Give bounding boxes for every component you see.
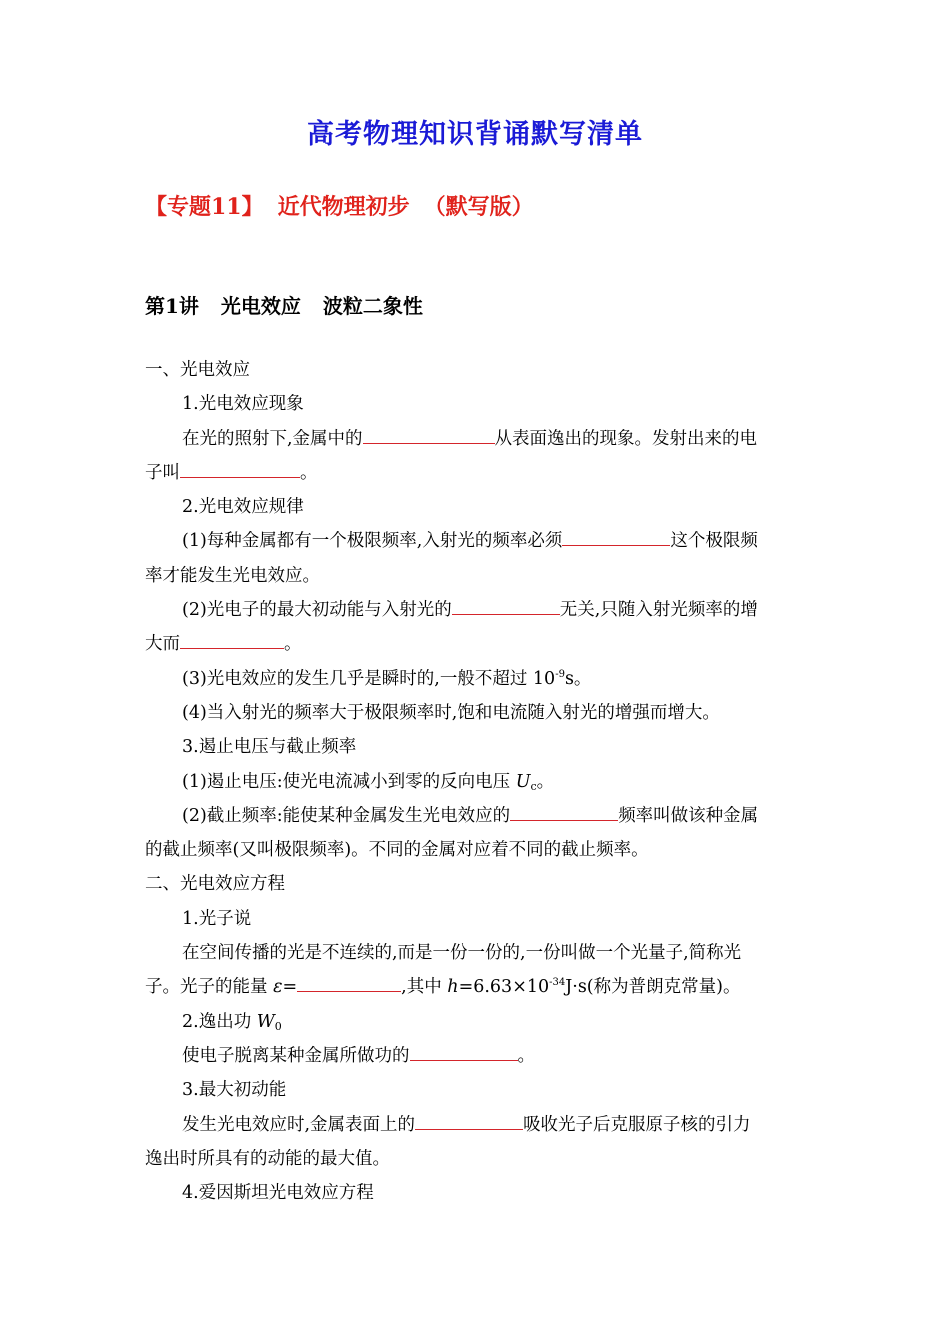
fill-blank[interactable]	[180, 456, 300, 478]
paragraph-line: 逸出时所具有的动能的最大值。	[145, 1148, 390, 1169]
text-span: 子叫	[145, 462, 180, 483]
text-span: 。	[517, 1045, 535, 1066]
text-span: (1)每种金属都有一个极限频率,入射光的频率必须	[182, 531, 563, 552]
text-span: =	[282, 977, 298, 998]
exponent: -9	[555, 668, 565, 680]
fill-blank[interactable]	[452, 593, 560, 615]
text-span: =6.63×10	[458, 977, 550, 998]
paragraph-line	[145, 593, 807, 627]
paragraph-line	[145, 456, 807, 490]
subheading: 3.最大初动能	[182, 1080, 287, 1101]
fill-blank[interactable]	[180, 627, 284, 649]
variable: U	[515, 771, 531, 792]
text-span: 。	[536, 771, 555, 792]
section-heading-1: 一、光电效应	[145, 360, 250, 380]
lecture-heading	[145, 290, 423, 319]
subscript: 0	[274, 1019, 282, 1033]
text-span: 。	[300, 462, 318, 483]
text-span: 这个极限频	[670, 531, 758, 552]
paragraph-line	[145, 1108, 807, 1142]
paragraph-line: 率才能发生光电效应。	[145, 565, 320, 586]
paragraph-line	[145, 970, 807, 1004]
section-heading-2: 二、光电效应方程	[145, 874, 285, 895]
text-span: 。	[284, 634, 302, 655]
text-span: (2)光电子的最大初动能与入射光的	[182, 600, 452, 621]
subheading: 1.光电效应现象	[182, 394, 304, 415]
subheading: 4.爱因斯坦光电效应方程	[182, 1183, 374, 1204]
text-span: 从表面逸出的现象。发射出来的电	[494, 428, 758, 449]
subheading: 1.光子说	[182, 908, 252, 929]
paragraph-line	[145, 627, 807, 661]
text-span: s。	[564, 668, 592, 689]
topic-version: （默写版）	[423, 194, 534, 220]
lecture-topic-a: 光电效应	[220, 294, 301, 318]
paragraph-line	[145, 662, 807, 696]
text-span: 无关,只随入射光频率的增	[559, 600, 758, 621]
paragraph-line	[145, 422, 807, 456]
lecture-number: 第1讲	[145, 294, 199, 318]
paragraph-line	[145, 799, 807, 833]
paragraph-line: (4)当入射光的频率大于极限频率时,饱和电流随入射光的增强而增大。	[182, 702, 720, 723]
subheading: 3.遏止电压与截止频率	[182, 737, 357, 758]
text-span: 大而	[145, 634, 180, 655]
paragraph-line: 的截止频率(又叫极限频率)。不同的金属对应着不同的截止频率。	[145, 840, 649, 861]
text-span: 吸收光子后克服原子核的引力	[523, 1114, 751, 1135]
text-span: 在光的照射下,金属中的	[182, 428, 363, 449]
topic-name: 近代物理初步	[277, 194, 410, 220]
fill-blank[interactable]	[363, 422, 495, 444]
document-body	[145, 353, 807, 1210]
text-span: 使电子脱离某种金属所做功的	[182, 1045, 410, 1066]
subheading	[145, 1005, 807, 1039]
text-span: (3)光电效应的发生几乎是瞬时的,一般不超过 10	[182, 668, 556, 689]
paragraph-line	[145, 765, 807, 799]
text-span: 子。光子的能量	[145, 977, 274, 998]
variable: W	[256, 1011, 275, 1032]
fill-blank[interactable]	[562, 524, 670, 546]
text-span: ,其中	[401, 977, 448, 998]
topic-tag: 【专题11】	[145, 194, 264, 220]
fill-blank[interactable]	[415, 1108, 523, 1130]
fill-blank[interactable]	[297, 970, 401, 992]
text-span: 2.逸出功	[182, 1011, 257, 1032]
fill-blank[interactable]	[510, 799, 618, 821]
paragraph-line	[145, 524, 807, 558]
text-span: 发生光电效应时,金属表面上的	[182, 1114, 416, 1135]
subheading: 2.光电效应规律	[182, 497, 304, 518]
fill-blank[interactable]	[410, 1039, 518, 1061]
subscript: c	[530, 779, 537, 793]
variable: ε	[273, 977, 283, 998]
text-span: 频率叫做该种金属	[618, 805, 759, 826]
text-span: (2)截止频率:能使某种金属发生光电效应的	[182, 805, 511, 826]
topic-subtitle	[145, 190, 534, 221]
variable: h	[447, 977, 459, 998]
text-span: (1)遏止电压:使光电流减小到零的反向电压	[182, 771, 516, 792]
document-title: 高考物理知识背诵默写清单	[307, 119, 643, 150]
lecture-topic-b: 波粒二象性	[322, 294, 423, 318]
text-span: J·s(称为普朗克常量)。	[565, 977, 741, 998]
paragraph-line	[145, 1039, 807, 1073]
paragraph-line: 在空间传播的光是不连续的,而是一份一份的,一份叫做一个光量子,简称光	[182, 943, 742, 964]
exponent: -34	[549, 977, 566, 989]
